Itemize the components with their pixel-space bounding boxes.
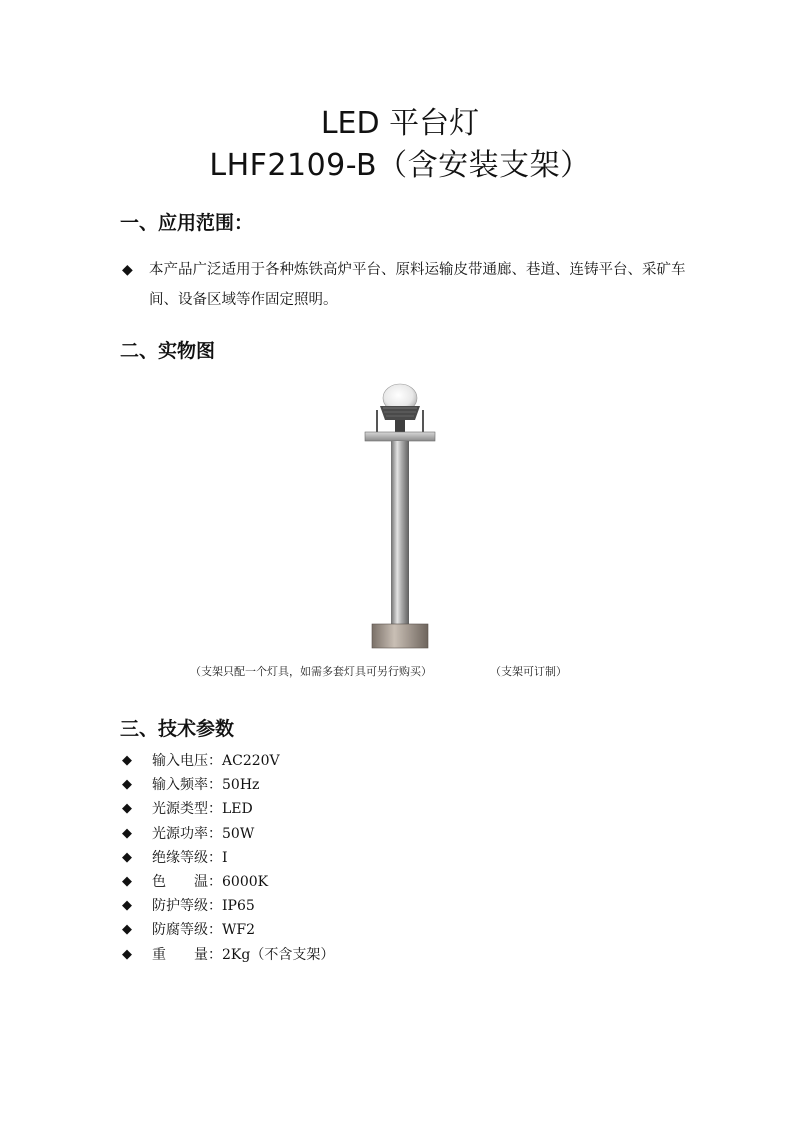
spec-row (122, 749, 642, 773)
platform-lamp-image (355, 380, 445, 650)
section-heading-photo: 二、实物图 (120, 340, 216, 362)
spec-row (122, 773, 642, 797)
spec-text: 光源类型：LED (152, 801, 253, 818)
spec-text: 输入频率：50Hz (152, 777, 260, 794)
spec-list (122, 749, 642, 967)
spec-row (122, 846, 642, 870)
spec-text: 输入电压：AC220V (152, 753, 280, 769)
photo-caption-left: （支架只配一个灯具，如需多套灯具可另行购买） (190, 665, 432, 678)
diamond-bullet-icon: ◆ (122, 753, 132, 768)
title-line-1: LED 平台灯 (320, 106, 480, 141)
spec-text: 防护等级：IP65 (152, 898, 255, 915)
spec-row (122, 894, 642, 918)
title-line-2: LHF2109-B（含安装支架） (209, 148, 591, 183)
spec-row (122, 918, 642, 942)
spec-text: 防腐等级：WF2 (152, 922, 256, 939)
spec-text: 色 温：6000K (152, 873, 269, 890)
diamond-bullet-icon: ◆ (122, 801, 132, 817)
spec-row (122, 943, 642, 967)
spec-text: 光源功率：50W (152, 825, 255, 842)
diamond-bullet-icon: ◆ (122, 849, 132, 865)
diamond-bullet-icon: ◆ (122, 873, 132, 889)
diamond-bullet-icon: ◆ (122, 946, 132, 962)
photo-caption-right: （支架可订制） (490, 665, 567, 678)
diamond-bullet-icon: ◆ (122, 777, 132, 793)
spec-row (122, 797, 642, 821)
section-heading-scope: 一、应用范围： (120, 212, 254, 234)
spec-row (122, 870, 642, 894)
diamond-bullet-icon: ◆ (122, 825, 132, 841)
section-heading-params: 三、技术参数 (120, 718, 235, 740)
scope-description (122, 255, 702, 315)
scope-text: 本产品广泛适用于各种炼铁高炉平台、原料运输皮带通廊、巷道、连铸平台、采矿车间、设备区域等作固定照明。 (149, 262, 686, 308)
diamond-bullet-icon: ◆ (122, 922, 132, 938)
diamond-bullet-icon: ◆ (122, 262, 133, 278)
spec-row (122, 822, 642, 846)
spec-text: 重 量：2Kg（不含支架） (152, 946, 335, 963)
spec-text: 绝缘等级：I (152, 849, 228, 866)
diamond-bullet-icon: ◆ (122, 898, 132, 914)
